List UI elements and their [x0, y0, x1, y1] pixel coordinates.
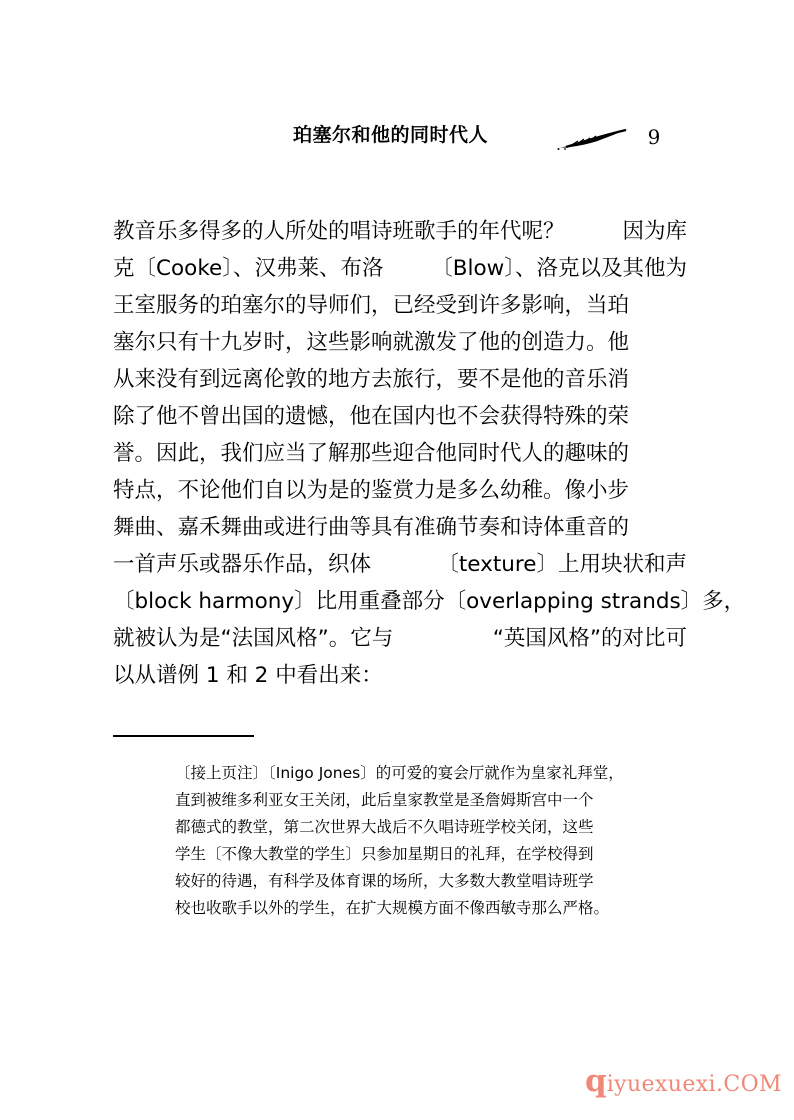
footnote-line: 直到被维多利亚女王关闭，此后皇家教堂是圣詹姆斯宫中一个 [175, 791, 594, 809]
leaf-flourish-ornament [556, 128, 642, 150]
body-line-segment: 教音乐多得多的人所处的唱诗班歌手的年代呢？ [113, 219, 565, 244]
watermark-initial: q [585, 1063, 607, 1099]
body-line-segment: “英国风格”的对比可 [492, 626, 687, 651]
watermark-text: iyuexuexi.COM [606, 1072, 782, 1097]
footnote-line: 校也收歌手以外的学生，在扩大规模方面不像西敏寺那么严格。 [175, 899, 610, 917]
body-line: 誉。因此，我们应当了解那些迎合他同时代人的趣味的 [113, 441, 630, 466]
body-line-segment: 克〔Cooke〕、汉弗莱、布洛 [113, 256, 384, 281]
body-line [113, 620, 687, 657]
body-line [113, 213, 687, 250]
body-line: 从来没有到远离伦敦的地方去旅行，要不是他的音乐消 [113, 367, 630, 392]
body-line-segment: 〔texture〕上用块状和声 [437, 552, 687, 577]
footnote-separator-rule [113, 735, 254, 737]
body-line: 王室服务的珀塞尔的导师们，已经受到许多影响，当珀 [113, 293, 630, 318]
body-line-segment: 〔Blow〕、洛克以及其他为 [431, 256, 687, 281]
running-head [0, 122, 794, 158]
site-watermark [585, 1063, 782, 1100]
body-line-segment: 就被认为是“法国风格”。它与 [113, 626, 394, 651]
body-line [113, 250, 687, 287]
footnote-block [175, 760, 687, 922]
body-line [113, 583, 746, 620]
page-number: 9 [647, 125, 661, 149]
body-line-segment: 一首声乐或器乐作品，织体 [113, 552, 372, 577]
body-line: 舞曲、嘉禾舞曲或进行曲等具有准确节奏和诗体重音的 [113, 515, 630, 540]
running-head-title: 珀塞尔和他的同时代人 [293, 124, 489, 146]
body-line: 特点，不论他们自以为是的鉴赏力是多么幼稚。像小步 [113, 478, 630, 503]
footnote-line: 较好的待遇，有科学及体育课的场所，大多数大教堂唱诗班学 [175, 872, 594, 890]
footnote-line: 学生〔不像大教堂的学生〕只参加星期日的礼拜，在学校得到 [175, 845, 594, 863]
body-line-segment: 〔block harmony〕比用重叠部分 [113, 589, 445, 614]
body-line [113, 546, 687, 583]
body-text-block [113, 213, 746, 694]
body-line-segment: 〔overlapping strands〕多， [444, 589, 746, 614]
body-line: 塞尔只有十九岁时，这些影响就激发了他的创造力。他 [113, 330, 630, 355]
body-line: 以从谱例 1 和 2 中看出来： [113, 663, 383, 688]
body-line: 除了他不曾出国的遗憾，他在国内也不会获得特殊的荣 [113, 404, 630, 429]
body-line-segment: 因为库 [622, 219, 687, 244]
footnote-line: 都德式的教堂，第二次世界大战后不久唱诗班学校关闭，这些 [175, 818, 594, 836]
footnote-line: 〔接上页注〕〔Inigo Jones〕的可爱的宴会厅就作为皇家礼拜堂， [175, 764, 624, 782]
